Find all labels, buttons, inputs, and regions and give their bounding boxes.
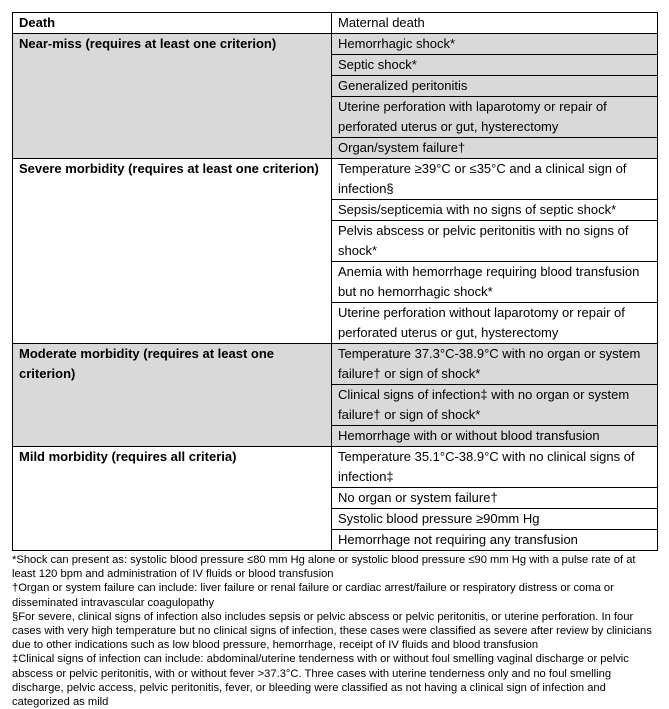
criterion-cell: Hemorrhagic shock* xyxy=(332,34,658,55)
footnote: †Organ or system failure can include: liver failure or renal failure or cardiac arrest/failure or respiratory distress or coma or disseminated intravascular coagulopathy xyxy=(12,582,614,609)
criterion-cell: Hemorrhage not requiring any transfusion xyxy=(332,530,658,551)
criterion-cell: Pelvis abscess or pelvic peritonitis with no signs of shock* xyxy=(332,221,658,262)
criterion-cell: Sepsis/septicemia with no signs of septic shock* xyxy=(332,200,658,221)
table-row xyxy=(13,344,658,385)
criterion-cell: Clinical signs of infection‡ with no organ or system failure† or sign of shock* xyxy=(332,385,658,426)
category-cell: Severe morbidity (requires at least one criterion) xyxy=(13,159,332,344)
criterion-cell: Septic shock* xyxy=(332,55,658,76)
criterion-cell: No organ or system failure† xyxy=(332,488,658,509)
criterion-cell: Temperature 35.1°C-38.9°C with no clinical signs of infection‡ xyxy=(332,447,658,488)
criterion-cell: Temperature ≥39°C or ≤35°C and a clinical sign of infection§ xyxy=(332,159,658,200)
table-row xyxy=(13,34,658,55)
criterion-cell: Uterine perforation with laparotomy or repair of perforated uterus or gut, hysterectomy xyxy=(332,97,658,138)
table-row xyxy=(13,13,658,34)
criterion-cell: Systolic blood pressure ≥90mm Hg xyxy=(332,509,658,530)
criterion-cell: Uterine perforation without laparotomy or repair of perforated uterus or gut, hysterectomy xyxy=(332,303,658,344)
document xyxy=(12,12,657,709)
footnote: §For severe, clinical signs of infection also includes sepsis or pelvic abscess or pelvic peritonitis, or uterine perforation. In four cases with very high temperature but no clinical signs of infection, these cases were classified as severe after review by clinicians due to other indications such as low blood pressure, hemorrhage, receipt of IV fluids and blood transfusion xyxy=(12,610,652,652)
table-row xyxy=(13,447,658,488)
criterion-cell: Generalized peritonitis xyxy=(332,76,658,97)
table-row xyxy=(13,159,658,200)
morbidity-criteria-table xyxy=(12,12,658,551)
criterion-cell: Anemia with hemorrhage requiring blood transfusion but no hemorrhagic shock* xyxy=(332,262,658,303)
footnotes xyxy=(12,553,657,709)
footnote: ‡Clinical signs of infection can include: abdominal/uterine tenderness with or without foul smelling vaginal discharge or pelvic abscess or pelvic peritonitis, with or without fever >37.3°C. Three cases with uterine tenderness only and no foul smelling discharge, pelvic access, pelvic peritonitis, fever, or bleeding were classified as not having a clinical sign of infection and categorized as mild xyxy=(12,653,629,709)
criterion-cell: Hemorrhage with or without blood transfusion xyxy=(332,426,658,447)
category-cell: Moderate morbidity (requires at least one criterion) xyxy=(13,344,332,447)
category-cell: Near-miss (requires at least one criterion) xyxy=(13,34,332,159)
footnote: *Shock can present as: systolic blood pressure ≤80 mm Hg alone or systolic blood pressure ≤90 mm Hg with a pulse rate of at least 120 bpm and administration of IV fluids or blood transfusion xyxy=(12,554,636,581)
criterion-cell: Temperature 37.3°C-38.9°C with no organ or system failure† or sign of shock* xyxy=(332,344,658,385)
criterion-cell: Maternal death xyxy=(332,13,658,34)
category-cell: Mild morbidity (requires all criteria) xyxy=(13,447,332,551)
criterion-cell: Organ/system failure† xyxy=(332,138,658,159)
category-cell: Death xyxy=(13,13,332,34)
